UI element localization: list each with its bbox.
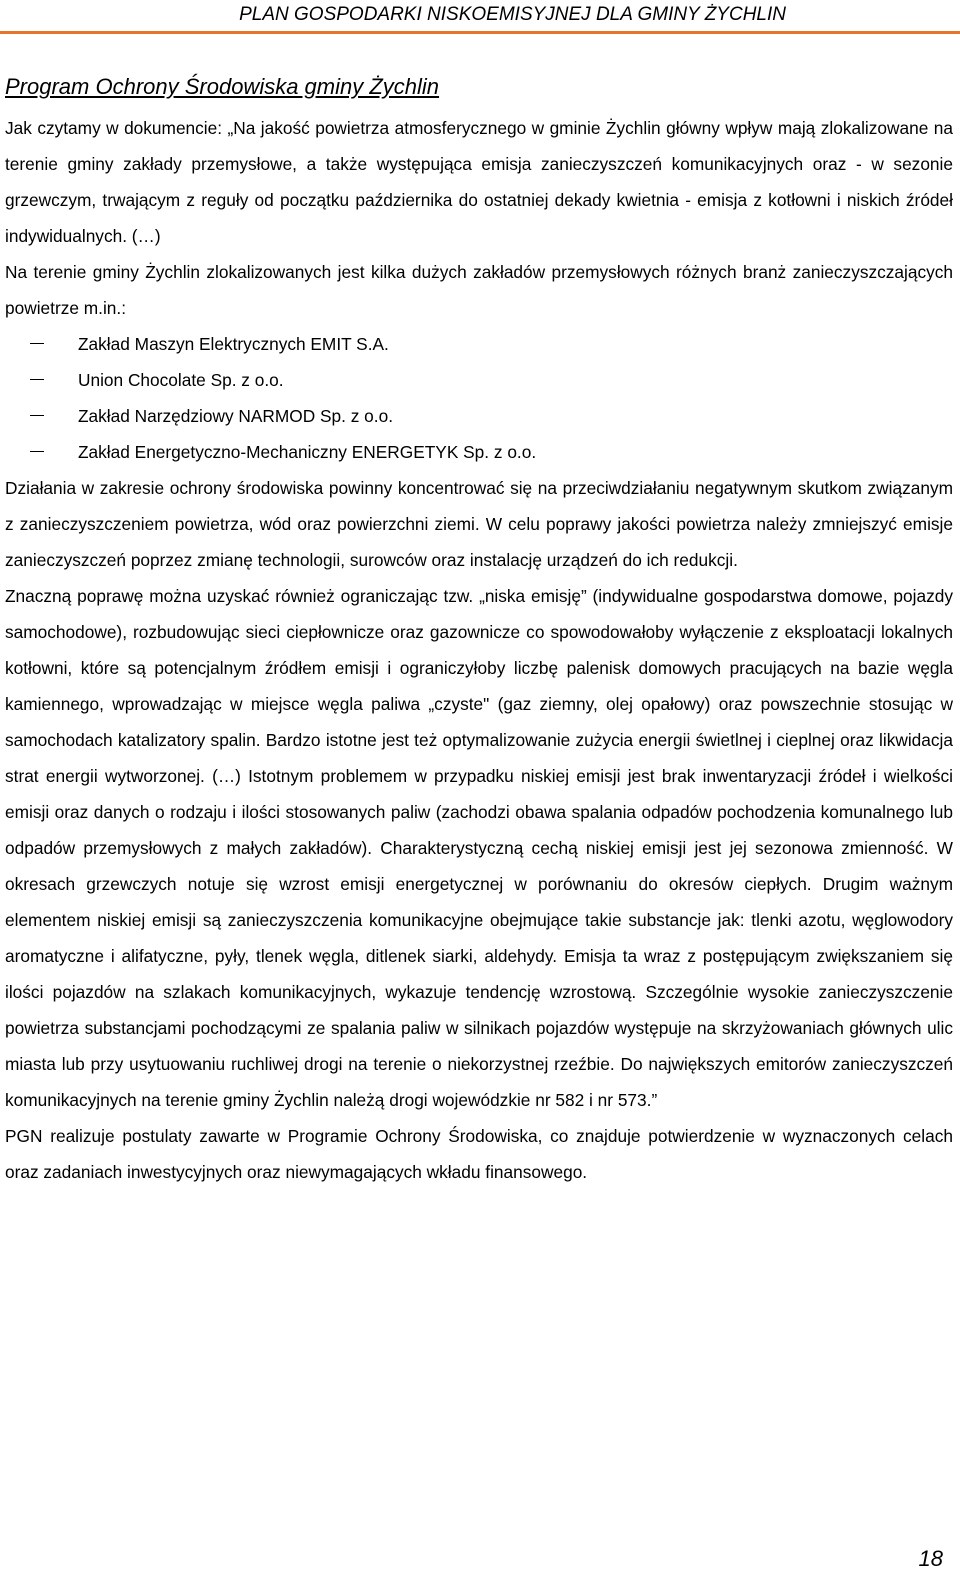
header-title: PLAN GOSPODARKI NISKOEMISYJNEJ DLA GMINY ŻYCHLIN [239,4,786,25]
page-header [0,0,960,32]
company-list [5,326,953,470]
dash-bullet-icon [30,415,44,416]
paragraph-low-emission: Znaczną poprawę można uzyskać również ograniczając tzw. „niska emisję” (indywidualne gospodarstwa domowe, pojazdy samochodowe), rozbudowując sieci ciepłownicze oraz gazownicze co spowodowałoby wyłączenie z eksploatacji lokalnych kotłowni, które są potencjalnym źródłem emisji i ograniczyłoby liczbę palenisk domowych pracujących na bazie węgla kamiennego, wprowadzając w miejsce węgla paliwa „czyste" (gaz ziemny, olej opałowy) oraz powszechnie stosując w samochodach katalizatory spalin. Bardzo istotne jest też optymalizowanie zużycia energii świetlnej i cieplnej oraz likwidacja strat energii wytworzonej. (…) Istotnym problemem w przypadku niskiej emisji jest brak inwentaryzacji źródeł i wielkości emisji oraz danych o rodzaju i ilości stosowanych paliw (zachodzi obawa spalania odpadów pochodzenia komunalnego lub odpadów przemysłowych z małych zakładów). Charakterystyczną cechą niskiej emisji jest jej sezonowa zmienność. W okresach grzewczych notuje się wzrost emisji energetycznej w porównaniu do okresów ciepłych. Drugim ważnym elementem niskiej emisji są zanieczyszczenia komunikacyjne obejmujące takie substancje jak: tlenki azotu, węglowodory aromatyczne i alifatyczne, pyły, tlenek węgla, ditlenek siarki, aldehydy. Emisja ta wraz z postępującym zwiększaniem się ilości pojazdów na szlakach komunikacyjnych, wykazuje tendencję wzrostową. Szczególnie wysokie zanieczyszczenie powietrza substancjami pochodzącymi ze spalania paliw w silnikach pojazdów występuje na skrzyżowaniach głównych ulic miasta lub przy usytuowaniu ruchliwej drogi na terenie o niekorzystnej rzeźbie. Do największych emitorów zanieczyszczeń komunikacyjnych na terenie gminy Żychlin należą drogi wojewódzkie nr 582 i nr 573.” [5,586,953,1110]
list-item [5,398,953,434]
document-body [5,72,953,1190]
paragraph-protection-actions: Działania w zakresie ochrony środowiska powinny koncentrować się na przeciwdziałaniu negatywnym skutkom związanym z zanieczyszczeniem powietrza, wód oraz powierzchni ziemi. W celu poprawy jakości powietrza należy zmniejszyć emisje zanieczyszczeń poprzez zmianę technologii, surowców oraz instalację urządzeń do ich redukcji. [5,478,953,570]
paragraph-pgn-summary: PGN realizuje postulaty zawarte w Programie Ochrony Środowiska, co znajduje potwierdzenie w wyznaczonych celach oraz zadaniach inwestycyjnych oraz niewymagających wkładu finansowego. [5,1126,953,1182]
list-item [5,434,953,470]
paragraph-industry-intro: Na terenie gminy Żychlin zlokalizowanych jest kilka dużych zakładów przemysłowych różnych branż zanieczyszczających powietrze m.in.: [5,262,953,318]
section-title: Program Ochrony Środowiska gminy Żychlin [5,74,440,99]
dash-bullet-icon [30,451,44,452]
header-rule [0,31,960,34]
paragraph-quote-intro: Jak czytamy w dokumencie: „Na jakość powietrza atmosferycznego w gminie Żychlin główny wpływ mają zlokalizowane na terenie gminy zakłady przemysłowe, a także występująca emisja zanieczyszczeń komunikacyjnych oraz - w sezonie grzewczym, trwającym z reguły od początku października do ostatniej dekady kwietnia - emisja z kotłowni i niskich źródeł indywidualnych. (…) [5,118,953,246]
company-name: Union Chocolate Sp. z o.o. [78,370,284,390]
list-item [5,326,953,362]
company-name: Zakład Narzędziowy NARMOD Sp. z o.o. [78,406,394,426]
dash-bullet-icon [30,379,44,380]
company-name: Zakład Energetyczno-Mechaniczny ENERGETYK Sp. z o.o. [78,442,537,462]
list-item [5,362,953,398]
dash-bullet-icon [30,343,44,344]
page-number: 18 [918,1546,943,1571]
company-name: Zakład Maszyn Elektrycznych EMIT S.A. [78,334,389,354]
